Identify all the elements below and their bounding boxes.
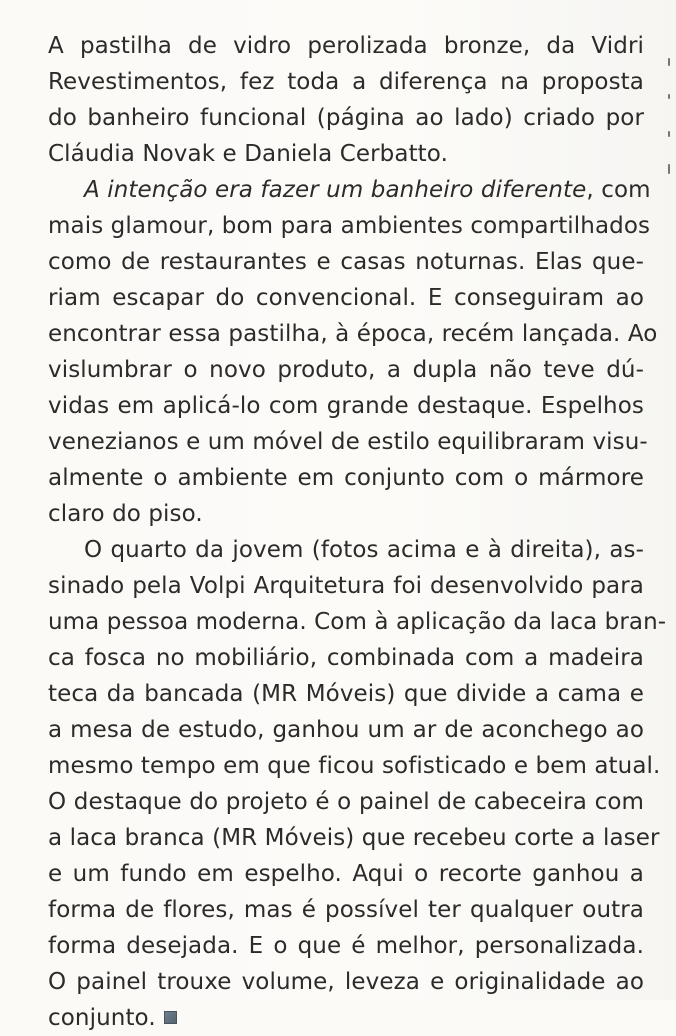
paragraph-line: uma pessoa moderna. Com à aplicação da laca bran- bbox=[48, 609, 667, 635]
square-end-icon bbox=[164, 1011, 177, 1024]
paragraph-line: Cláudia Novak e Daniela Cerbatto. bbox=[48, 141, 448, 167]
paragraph-line: e um fundo em espelho. Aqui o recorte ganhou a bbox=[48, 861, 644, 887]
paragraph-line: teca da bancada (MR Móveis) que divide a cama e bbox=[48, 681, 644, 707]
paragraph-line: vislumbrar o novo produto, a dupla não teve dú- bbox=[48, 357, 644, 383]
paragraph-line: forma desejada. E o que é melhor, personalizada. bbox=[48, 933, 644, 959]
paragraph-line: do banheiro funcional (página ao lado) criado por bbox=[48, 105, 644, 131]
paragraph-line: A pastilha de vidro perolizada bronze, da Vidri bbox=[48, 33, 644, 59]
paragraph-line: ca fosca no mobiliário, combinada com a madeira bbox=[48, 645, 644, 671]
paragraph-first-line bbox=[48, 172, 651, 208]
paragraph-line: vidas em aplicá-lo com grande destaque. Espelhos bbox=[48, 393, 644, 419]
paragraph-line: encontrar essa pastilha, à época, recém lançada. Ao bbox=[48, 321, 658, 347]
paragraph-line: como de restaurantes e casas noturnas. Elas que- bbox=[48, 249, 644, 275]
article-body bbox=[48, 28, 667, 1036]
paragraph-line: forma de flores, mas é possível ter qualquer outra bbox=[48, 897, 644, 923]
italic-quote: A intenção era fazer um banheiro diferente bbox=[84, 177, 587, 203]
paragraph-last-line bbox=[48, 1000, 644, 1036]
paragraph-first-line: O quarto da jovem (fotos acima e à direita), as- bbox=[84, 537, 644, 563]
paragraph-end-word: conjunto. bbox=[48, 1005, 156, 1031]
page-edge-marks bbox=[658, 58, 676, 176]
paragraph-line: O destaque do projeto é o painel de cabeceira com bbox=[48, 789, 644, 815]
paragraph-1 bbox=[48, 28, 644, 172]
edge-mark-icon bbox=[668, 131, 670, 137]
paragraph-2 bbox=[48, 172, 658, 532]
paragraph-3 bbox=[48, 532, 667, 1036]
edge-mark-icon bbox=[668, 164, 670, 174]
paragraph-line: a mesa de estudo, ganhou um ar de aconchego ao bbox=[48, 717, 644, 743]
paragraph-line: almente o ambiente em conjunto com o mármore bbox=[48, 465, 644, 491]
paragraph-line: mais glamour, bom para ambientes compartilhados bbox=[48, 213, 651, 239]
line-tail: , com bbox=[586, 177, 651, 203]
paragraph-line: venezianos e um móvel de estilo equilibraram visu- bbox=[48, 429, 648, 455]
edge-mark-icon bbox=[668, 58, 670, 66]
paragraph-line: sinado pela Volpi Arquitetura foi desenvolvido para bbox=[48, 573, 644, 599]
edge-mark-icon bbox=[668, 94, 670, 99]
paragraph-line: claro do piso. bbox=[48, 501, 203, 527]
paragraph-line: Revestimentos, fez toda a diferença na proposta bbox=[48, 69, 644, 95]
paragraph-line: mesmo tempo em que ficou sofisticado e bem atual. bbox=[48, 753, 661, 779]
paragraph-line: O painel trouxe volume, leveza e originalidade ao bbox=[48, 969, 644, 995]
paragraph-line: a laca branca (MR Móveis) que recebeu corte a laser bbox=[48, 825, 660, 851]
paragraph-line: riam escapar do convencional. E conseguiram ao bbox=[48, 285, 644, 311]
